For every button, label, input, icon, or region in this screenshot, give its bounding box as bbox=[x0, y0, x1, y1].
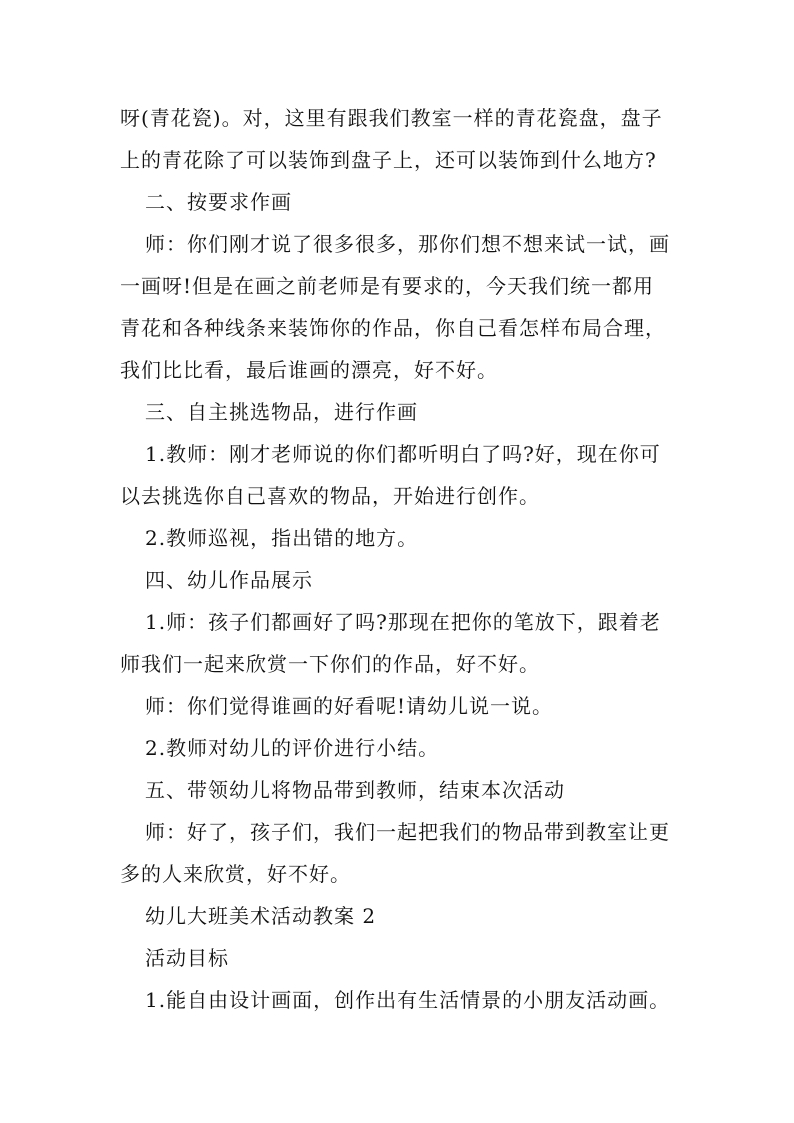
body-text-line: 我们比比看，最后谁画的漂亮，好不好。 bbox=[120, 358, 498, 382]
section-heading: 三、自主挑选物品，进行作画 bbox=[145, 400, 418, 424]
body-text-line: 呀(青花瓷)。对，这里有跟我们教室一样的青花瓷盘，盘子 bbox=[120, 106, 663, 130]
body-text-line: 2.教师巡视，指出错的地方。 bbox=[145, 526, 419, 550]
body-text-line: 一画呀!但是在画之前老师是有要求的，今天我们统一都用 bbox=[120, 274, 655, 298]
document-title: 幼儿大班美术活动教案 2 bbox=[145, 904, 377, 928]
body-text-line: 青花和各种线条来装饰你的作品，你自己看怎样布局合理， bbox=[120, 316, 666, 340]
section-heading: 五、带领幼儿将物品带到教师，结束本次活动 bbox=[145, 778, 565, 802]
body-text-line: 1.师：孩子们都画好了吗?那现在把你的笔放下，跟着老 bbox=[145, 610, 661, 634]
body-text-line: 以去挑选你自己喜欢的物品，开始进行创作。 bbox=[120, 484, 540, 508]
body-text-line: 1.教师：刚才老师说的你们都听明白了吗?好，现在你可 bbox=[145, 442, 661, 466]
body-text-line: 上的青花除了可以装饰到盘子上，还可以装饰到什么地方? bbox=[120, 148, 657, 172]
body-text-line: 师：好了，孩子们，我们一起把我们的物品带到教室让更 bbox=[145, 820, 670, 844]
section-heading: 四、幼儿作品展示 bbox=[145, 568, 313, 592]
section-heading: 活动目标 bbox=[145, 946, 229, 970]
body-text-line: 多的人来欣赏，好不好。 bbox=[120, 862, 351, 886]
section-heading: 二、按要求作画 bbox=[145, 190, 292, 214]
body-text-line: 1.能自由设计画面，创作出有生活情景的小朋友活动画。 bbox=[145, 988, 671, 1012]
body-text-line: 2.教师对幼儿的评价进行小结。 bbox=[145, 736, 440, 760]
body-text-line: 师：你们觉得谁画的好看呢!请幼儿说一说。 bbox=[145, 694, 554, 718]
body-text-line: 师：你们刚才说了很多很多，那你们想不想来试一试，画 bbox=[145, 232, 670, 256]
body-text-line: 师我们一起来欣赏一下你们的作品，好不好。 bbox=[120, 652, 540, 676]
